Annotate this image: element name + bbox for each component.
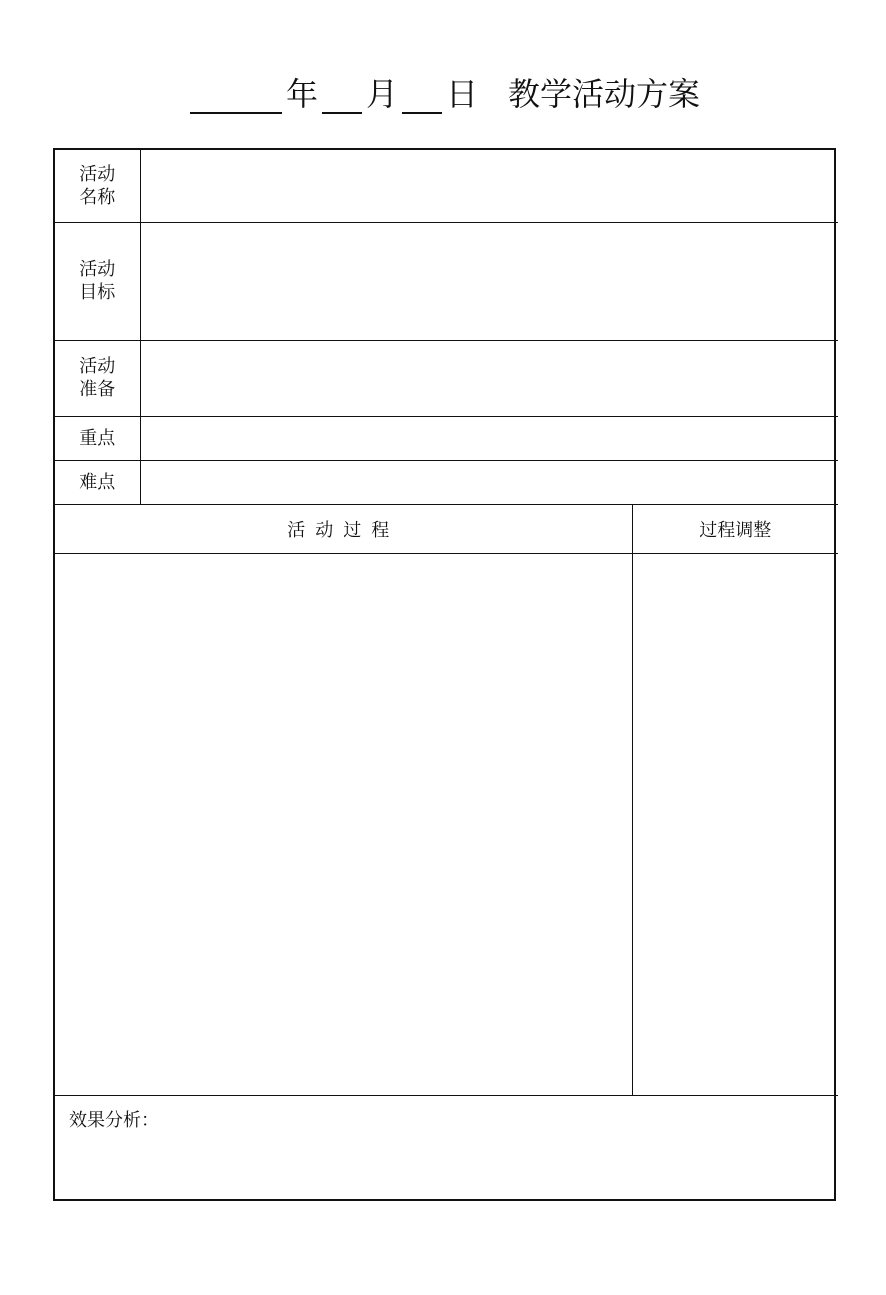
activity-name-field[interactable]: [140, 150, 838, 222]
effect-analysis-row: [55, 1095, 838, 1199]
month-blank[interactable]: [322, 78, 362, 114]
page-title: [0, 64, 886, 114]
difficulty-label: 难点: [55, 460, 140, 504]
key-point-field[interactable]: [140, 416, 838, 460]
difficulty-row: [55, 460, 838, 504]
key-point-row: [55, 416, 838, 460]
activity-prep-row: [55, 340, 838, 416]
activity-prep-field[interactable]: [140, 340, 838, 416]
activity-plan-form: [53, 148, 836, 1201]
effect-analysis-field[interactable]: [55, 1095, 838, 1199]
plan-table: [55, 150, 838, 1199]
activity-name-row: [55, 150, 838, 222]
activity-goal-label: 活动 目标: [55, 222, 140, 340]
activity-name-label: 活动 名称: [55, 150, 140, 222]
key-point-label: 重点: [55, 416, 140, 460]
process-header-row: [55, 504, 838, 553]
day-unit: 日: [446, 75, 479, 113]
process-header: 活动过程: [55, 504, 632, 553]
activity-prep-label: 活动 准备: [55, 340, 140, 416]
day-blank[interactable]: [402, 78, 442, 114]
document-title: 教学活动方案: [508, 75, 701, 113]
activity-goal-row: [55, 222, 838, 340]
difficulty-field[interactable]: [140, 460, 838, 504]
adjustment-header: 过程调整: [632, 504, 838, 553]
year-unit: 年: [285, 75, 318, 113]
activity-goal-field[interactable]: [140, 222, 838, 340]
process-body-row: [55, 553, 838, 1095]
month-unit: 月: [365, 75, 398, 113]
effect-analysis-label: 效果分析：: [69, 1109, 159, 1131]
adjustment-field[interactable]: [632, 553, 838, 1095]
process-field[interactable]: [55, 553, 632, 1095]
year-blank[interactable]: [190, 78, 282, 114]
